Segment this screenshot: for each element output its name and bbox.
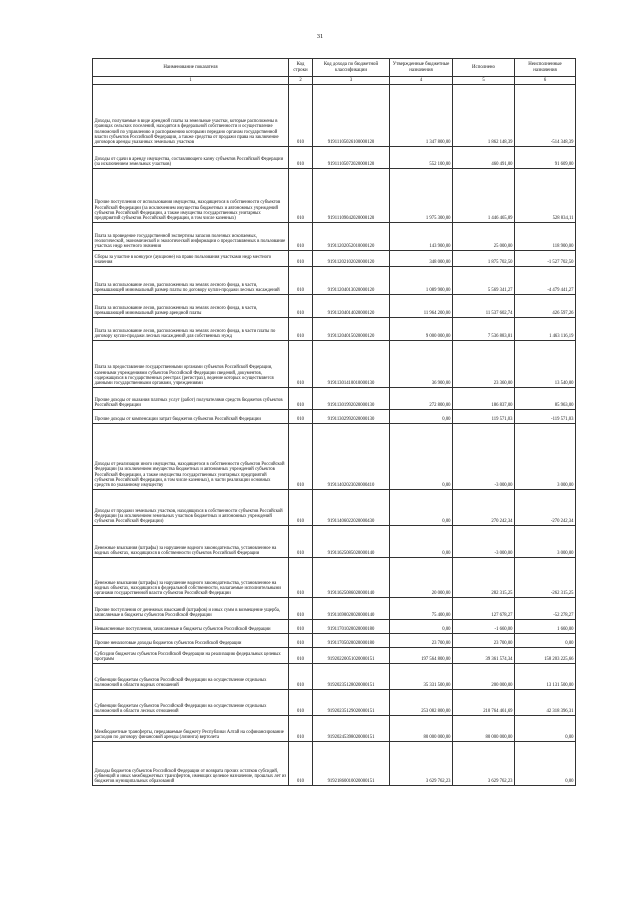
line-code: 010 <box>289 424 313 490</box>
page-number: 31 <box>316 33 324 40</box>
line-code: 010 <box>289 169 313 223</box>
indicator-name: Доходы от сдачи в аренду имущества, составляющего казну субъектов Российской Федерации (за исключением земельных участков) <box>93 147 289 169</box>
income-code: 91911625086020000140 <box>313 558 390 598</box>
income-code: 91911204015020000120 <box>313 318 390 341</box>
table-row <box>93 598 576 620</box>
executed-amount: 3 629 762,23 <box>453 742 515 786</box>
indicator-name: Сборы за участие в конкурсе (аукционе) на право пользования участками недр местного значения <box>93 251 289 267</box>
income-code: 91911204013020000120 <box>313 267 390 295</box>
indicator-name: Доходы от реализации иного имущества, находящегося в собственности субъектов Российской Федерации (за исключением имущества бюджетных и автономных учреждений субъектов Российской Федерации, а также имущества государственных унитарных предприятий субъектов Российской Федерации, в том числе казенных), в части реализации основных средств по указанному имуществу <box>93 424 289 490</box>
approved-amount: 1 089 900,00 <box>390 267 453 295</box>
column-index: 2 <box>289 77 313 85</box>
unexecuted-amount: 1 660,00 <box>515 620 576 634</box>
indicator-name: Плата за использование лесов, расположенных на землях лесного фонда, в части, превышающей минимальный размер арендной платы <box>93 295 289 318</box>
column-index-row <box>93 77 576 85</box>
table-row <box>93 169 576 223</box>
executed-amount: 200 000,00 <box>453 664 515 690</box>
line-code: 010 <box>289 716 313 742</box>
unexecuted-amount: -52 278,27 <box>515 598 576 620</box>
unexecuted-amount: 158 203 225,66 <box>515 648 576 664</box>
executed-amount: 282 315,25 <box>453 558 515 598</box>
header-unexecuted: Неисполненные назначения <box>515 59 576 77</box>
approved-amount: 0,00 <box>390 490 453 526</box>
executed-amount: 270 242,34 <box>453 490 515 526</box>
income-code: 91911105072020000120 <box>313 147 390 169</box>
income-code: 91911202052010000120 <box>313 223 390 251</box>
table-row <box>93 648 576 664</box>
unexecuted-amount: 528 834,11 <box>515 169 576 223</box>
indicator-name: Прочие доходы от компенсации затрат бюджетов субъектов Российской Федерации <box>93 410 289 424</box>
unexecuted-amount: 426 597,26 <box>515 295 576 318</box>
line-code: 010 <box>289 85 313 147</box>
table-row <box>93 558 576 598</box>
column-index: 5 <box>453 77 515 85</box>
indicator-name: Межбюджетные трансферты, передаваемые бюджету Республики Алтай на софинансирование расходов по договору финансовой аренды (лизинга) вертолета <box>93 716 289 742</box>
indicator-name: Плата за использование лесов, расположенных на землях лесного фонда, в части, превышающей минимальный размер платы по договору купли-продажи лесных насаждений <box>93 267 289 295</box>
line-code: 010 <box>289 558 313 598</box>
executed-amount: 210 764 461,69 <box>453 690 515 716</box>
table-row <box>93 267 576 295</box>
table-row <box>93 147 576 169</box>
approved-amount: 1 347 800,00 <box>390 85 453 147</box>
approved-amount: 75 400,00 <box>390 598 453 620</box>
income-code: 91911302992020000130 <box>313 410 390 424</box>
line-code: 010 <box>289 341 313 388</box>
indicator-name: Доходы, получаемые в виде арендной платы за земельные участки, которые расположены в границах сельских поселений, находятся в федеральной собственности и осуществление полномочий по управлению и распоряжению которыми передано органам государственной власти субъектов Российской Федерации, а также средства от продажи права на заключение договоров аренды указанных земельных участков <box>93 85 289 147</box>
unexecuted-amount: 42 318 396,31 <box>515 690 576 716</box>
unexecuted-amount: -262 315,25 <box>515 558 576 598</box>
indicator-name: Прочие доходы от оказания платных услуг (работ) получателями средств бюджетов субъектов Российской Федерации <box>93 388 289 410</box>
approved-amount: 0,00 <box>390 620 453 634</box>
executed-amount: 460 491,00 <box>453 147 515 169</box>
approved-amount: 197 564 800,00 <box>390 648 453 664</box>
line-code: 010 <box>289 223 313 251</box>
unexecuted-amount: -4 479 441,27 <box>515 267 576 295</box>
indicator-name: Плата за предоставление государственными органами субъектов Российской Федерации, казенными учреждениями субъектов Российской Федерации сведений, документов, содержащихся в государственных реестрах (регистрах), ведение которых осуществляется данными государственными органами, учреждениями <box>93 341 289 388</box>
income-code: 91911406022020000430 <box>313 490 390 526</box>
header-line-code: Код строки <box>289 59 313 77</box>
approved-amount: 35 331 500,00 <box>390 664 453 690</box>
line-code: 010 <box>289 526 313 558</box>
approved-amount: 11 964 200,00 <box>390 295 453 318</box>
line-code: 010 <box>289 388 313 410</box>
income-code: 91920245398020000151 <box>313 716 390 742</box>
executed-amount: 186 837,00 <box>453 388 515 410</box>
indicator-name: Денежные взыскания (штрафы) за нарушение водного законодательства, установленное на водных объектах, находящихся в федеральной собственности, налагаемые исполнительными органами государственной власти субъектов Российской Федерации <box>93 558 289 598</box>
table-row <box>93 634 576 648</box>
unexecuted-amount: 0,00 <box>515 742 576 786</box>
income-code: 91911202102020000120 <box>313 251 390 267</box>
executed-amount: 25 000,00 <box>453 223 515 251</box>
unexecuted-amount: 0,00 <box>515 634 576 648</box>
indicator-name: Доходы бюджетов субъектов Российской Федерации от возврата прочих остатков субсидий, субвенций и иных межбюджетных трансфертов, имеющих целевое назначение, прошлых лет из бюджетов муниципальных образований <box>93 742 289 786</box>
unexecuted-amount: 118 900,00 <box>515 223 576 251</box>
income-code: 91911301992020000130 <box>313 388 390 410</box>
income-code: 91911690020020000140 <box>313 598 390 620</box>
unexecuted-amount: -1 527 702,50 <box>515 251 576 267</box>
line-code: 010 <box>289 664 313 690</box>
table-row <box>93 664 576 690</box>
income-code: 91911301410010000130 <box>313 341 390 388</box>
executed-amount: -3 000,00 <box>453 424 515 490</box>
income-report-table <box>92 58 576 786</box>
unexecuted-amount: 1 463 116,19 <box>515 318 576 341</box>
table-row <box>93 85 576 147</box>
income-code: 91920235128020000151 <box>313 664 390 690</box>
indicator-name: Прочие неналоговые доходы бюджетов субъектов Российской Федерации <box>93 634 289 648</box>
table-row <box>93 690 576 716</box>
indicator-name: Субсидии бюджетам субъектов Российской Федерации на реализацию федеральных целевых программ <box>93 648 289 664</box>
table-row <box>93 490 576 526</box>
executed-amount: 5 569 341,27 <box>453 267 515 295</box>
indicator-name: Доходы от продажи земельных участков, находящихся в собственности субъектов Российской Федерации (за исключением земельных участков бюджетных и автономных учреждений субъектов Российской Федерации) <box>93 490 289 526</box>
line-code: 010 <box>289 267 313 295</box>
income-code: 91911109042020000120 <box>313 169 390 223</box>
approved-amount: 272 800,00 <box>390 388 453 410</box>
approved-amount: 1 975 300,00 <box>390 169 453 223</box>
unexecuted-amount: -270 242,34 <box>515 490 576 526</box>
line-code: 010 <box>289 490 313 526</box>
income-code: 91920220051020000151 <box>313 648 390 664</box>
unexecuted-amount: 3 000,00 <box>515 424 576 490</box>
column-index: 3 <box>313 77 390 85</box>
table-row <box>93 295 576 318</box>
table-row <box>93 424 576 490</box>
executed-amount: -1 660,00 <box>453 620 515 634</box>
header-executed: Исполнено <box>453 59 515 77</box>
approved-amount: 552 100,00 <box>390 147 453 169</box>
table-header-row <box>93 59 576 77</box>
unexecuted-amount: 91 609,00 <box>515 147 576 169</box>
income-code: 91921860010020000151 <box>313 742 390 786</box>
table-row <box>93 620 576 634</box>
indicator-name: Плата за проведение государственной экспертизы запасов полезных ископаемых, геологической, экономической и экологической информации о предоставляемых в пользование участках недр местного значения <box>93 223 289 251</box>
table-row <box>93 251 576 267</box>
income-code: 91911705020020000180 <box>313 634 390 648</box>
executed-amount: 119 571,03 <box>453 410 515 424</box>
header-income-code: Код дохода по бюджетной классификации <box>313 59 390 77</box>
line-code: 010 <box>289 648 313 664</box>
indicator-name: Субвенции бюджетам субъектов Российской Федерации на осуществление отдельных полномочий в области лесных отношений <box>93 690 289 716</box>
executed-amount: 23 700,00 <box>453 634 515 648</box>
header-approved: Утвержденные бюджетные назначения <box>390 59 453 77</box>
line-code: 010 <box>289 251 313 267</box>
executed-amount: 11 537 602,74 <box>453 295 515 318</box>
line-code: 010 <box>289 410 313 424</box>
line-code: 010 <box>289 295 313 318</box>
header-indicator-name: Наименование показателя <box>93 59 289 77</box>
income-code: 91911625085020000140 <box>313 526 390 558</box>
unexecuted-amount: 13 540,00 <box>515 341 576 388</box>
executed-amount: 1 875 702,50 <box>453 251 515 267</box>
line-code: 010 <box>289 598 313 620</box>
table-row <box>93 716 576 742</box>
line-code: 010 <box>289 318 313 341</box>
column-index: 1 <box>93 77 289 85</box>
unexecuted-amount: 13 131 500,00 <box>515 664 576 690</box>
line-code: 010 <box>289 634 313 648</box>
approved-amount: 36 900,00 <box>390 341 453 388</box>
indicator-name: Денежные взыскания (штрафы) за нарушение водного законодательства, установленное на водных объектах, находящихся в собственности субъектов Российской Федерации <box>93 526 289 558</box>
unexecuted-amount: -119 571,03 <box>515 410 576 424</box>
executed-amount: 7 536 883,81 <box>453 318 515 341</box>
table-row <box>93 341 576 388</box>
column-index: 4 <box>390 77 453 85</box>
unexecuted-amount: 3 000,00 <box>515 526 576 558</box>
unexecuted-amount: 0,00 <box>515 716 576 742</box>
approved-amount: 23 700,00 <box>390 634 453 648</box>
approved-amount: 0,00 <box>390 410 453 424</box>
table-row <box>93 318 576 341</box>
executed-amount: -3 000,00 <box>453 526 515 558</box>
approved-amount: 80 000 000,00 <box>390 716 453 742</box>
approved-amount: 9 000 000,00 <box>390 318 453 341</box>
line-code: 010 <box>289 620 313 634</box>
income-code: 91911402023020000410 <box>313 424 390 490</box>
executed-amount: 127 678,27 <box>453 598 515 620</box>
table-row <box>93 223 576 251</box>
indicator-name: Прочие поступления от использования имущества, находящегося в собственности субъектов Российской Федерации (за исключением имущества бюджетных и автономных учреждений субъектов Российской Федерации, а также имущества государственных унитарных предприятий субъектов Российской Федерации, в том числе казенных) <box>93 169 289 223</box>
line-code: 010 <box>289 690 313 716</box>
approved-amount: 143 900,00 <box>390 223 453 251</box>
executed-amount: 1 862 148,39 <box>453 85 515 147</box>
indicator-name: Субвенции бюджетам субъектов Российской Федерации на осуществление отдельных полномочий в области водных отношений <box>93 664 289 690</box>
executed-amount: 80 000 000,00 <box>453 716 515 742</box>
approved-amount: 0,00 <box>390 526 453 558</box>
indicator-name: Прочие поступления от денежных взысканий (штрафов) и иных сумм в возмещение ущерба, зачисляемые в бюджеты субъектов Российской Федерации <box>93 598 289 620</box>
executed-amount: 1 446 465,89 <box>453 169 515 223</box>
income-code: 91911105026100000120 <box>313 85 390 147</box>
approved-amount: 20 000,00 <box>390 558 453 598</box>
unexecuted-amount: 85 963,00 <box>515 388 576 410</box>
income-code: 91911204014020000120 <box>313 295 390 318</box>
line-code: 010 <box>289 147 313 169</box>
table-row <box>93 742 576 786</box>
income-code: 91920235129020000151 <box>313 690 390 716</box>
executed-amount: 39 361 574,34 <box>453 648 515 664</box>
approved-amount: 253 082 800,00 <box>390 690 453 716</box>
table-row <box>93 526 576 558</box>
line-code: 010 <box>289 742 313 786</box>
table-row <box>93 410 576 424</box>
unexecuted-amount: -514 348,39 <box>515 85 576 147</box>
approved-amount: 0,00 <box>390 424 453 490</box>
approved-amount: 3 629 762,23 <box>390 742 453 786</box>
executed-amount: 23 360,00 <box>453 341 515 388</box>
indicator-name: Невыясненные поступления, зачисляемые в бюджеты субъектов Российской Федерации <box>93 620 289 634</box>
column-index: 6 <box>515 77 576 85</box>
table-row <box>93 388 576 410</box>
approved-amount: 348 000,00 <box>390 251 453 267</box>
income-code: 91911701020020000180 <box>313 620 390 634</box>
indicator-name: Плата за использование лесов, расположенных на землях лесного фонда, в части платы по договору купли-продажи лесных насаждений для собственных нужд <box>93 318 289 341</box>
